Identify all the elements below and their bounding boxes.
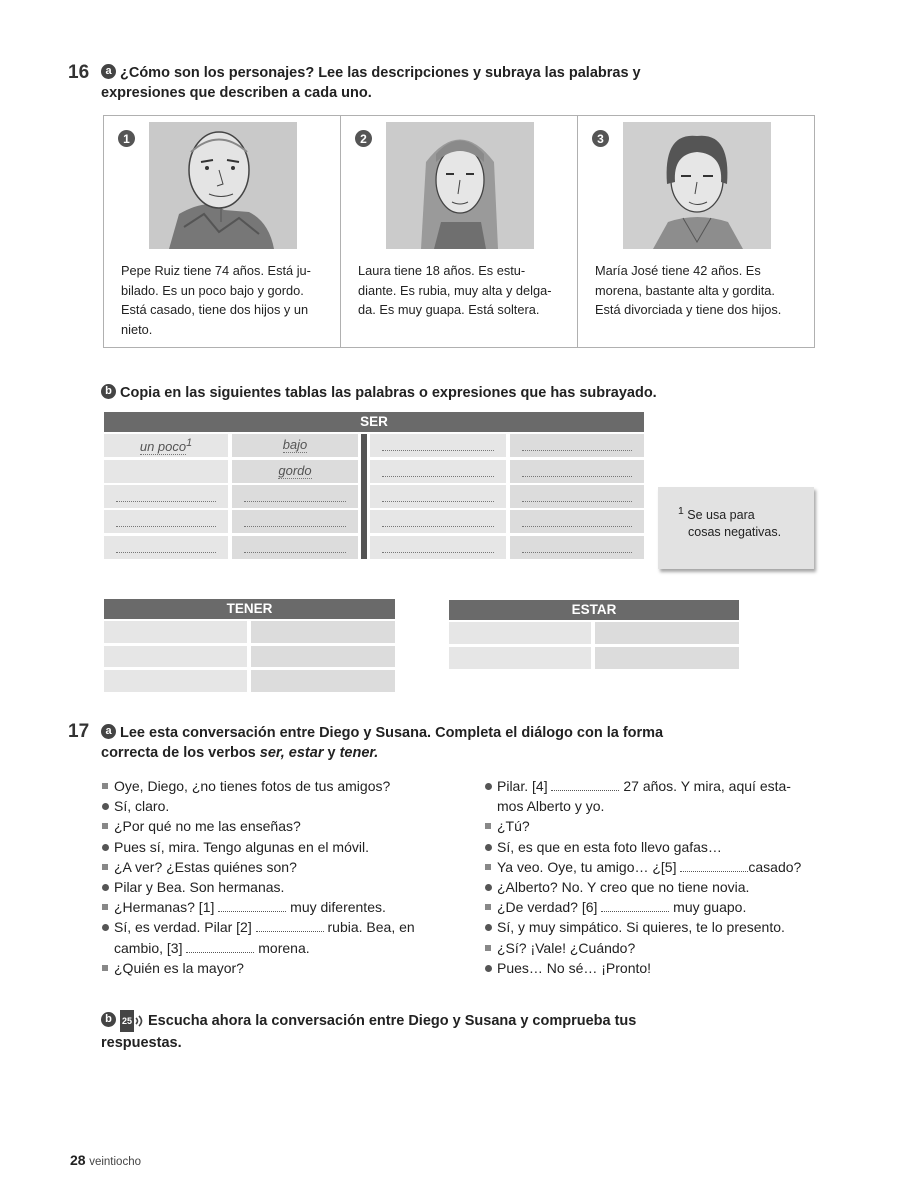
exercise-16b-instruction: b Copia en las siguientes tablas las palabras o expresiones que has subrayado.	[101, 383, 841, 403]
ser-table	[104, 412, 644, 560]
dialog-text: ¿Tú?	[497, 818, 530, 835]
dialog-line	[102, 816, 462, 836]
dialog-text: cambio, [3]	[114, 939, 187, 956]
tener-table-title: TENER	[104, 599, 395, 619]
ser-cell[interactable]	[370, 510, 506, 533]
ser-table-title: SER	[104, 412, 644, 432]
character-description: Pepe Ruiz tiene 74 años. Está ju- bilado. Es un poco bajo y gordo. Está casado, tiene dos hijos y un nieto.	[121, 263, 311, 337]
tener-cell[interactable]	[104, 670, 247, 692]
ser-cell[interactable]	[510, 536, 644, 559]
handwritten-answer: gordo	[278, 463, 312, 478]
answer-blank[interactable]	[218, 900, 286, 912]
page-word: veintiocho	[89, 1156, 141, 1168]
dialog-line	[485, 816, 825, 836]
dialog-text: ¿Quién es la mayor?	[114, 959, 244, 976]
part-a-badge: a	[101, 64, 116, 79]
answer-blank[interactable]	[256, 920, 324, 932]
exercise-17a-instruction: a Lee esta conversación entre Diego y Susana. Completa el diálogo con la forma correcta de los verbos ser, estar y tener.	[101, 725, 664, 761]
ser-cell[interactable]	[232, 485, 358, 508]
answer-blank[interactable]	[186, 941, 254, 953]
answer-blank[interactable]	[680, 860, 748, 872]
dialog-line	[102, 776, 462, 796]
dialog-line	[485, 837, 825, 857]
tener-cell[interactable]	[104, 646, 247, 667]
ser-cell[interactable]	[510, 434, 644, 457]
handwritten-answer: un poco	[139, 439, 187, 455]
dialog-text: Ya veo. Oye, tu amigo… ¿[5]	[497, 858, 681, 875]
exercise-17b-instruction: b 25 Escucha ahora la conversación entre Diego y Susana y comprueba tus respuestas.	[101, 1011, 861, 1053]
footnote-text: cosas negativas.	[688, 525, 782, 540]
dialog-text: mos Alberto y yo.	[497, 798, 605, 815]
dialog-line	[485, 938, 825, 958]
dialog-text: ¿Alberto? No. Y creo que no tiene novia.	[497, 879, 750, 896]
dialog-text: ¿Por qué no me las enseñas?	[114, 818, 301, 835]
ser-cell[interactable]	[104, 510, 228, 533]
dialog-text: Pues sí, mira. Tengo algunas en el móvil.	[114, 838, 369, 855]
ser-cell-answer[interactable]	[232, 460, 358, 483]
dialog-text: Pilar. [4]	[497, 778, 552, 794]
ser-cell[interactable]	[232, 510, 358, 533]
dialog-right-column	[485, 776, 825, 978]
dialog-line	[102, 938, 462, 958]
estar-cell[interactable]	[595, 647, 739, 669]
card-number: 1	[118, 130, 135, 147]
dialog-text: muy guapo.	[669, 899, 747, 916]
character-description: Laura tiene 18 años. Es estu- diante. Es rubia, muy alta y delga- da. Es muy guapa. Está soltera.	[358, 263, 552, 317]
character-card-2	[341, 116, 578, 347]
ser-cell[interactable]	[370, 434, 506, 457]
tener-cell[interactable]	[251, 621, 395, 643]
audio-track-icon[interactable]: 25	[120, 1010, 144, 1032]
character-card-1	[104, 116, 341, 347]
character-cards	[103, 115, 815, 348]
exercise-16-number: 16	[68, 62, 90, 83]
footnote-number: 1	[678, 506, 684, 517]
answer-blank[interactable]	[601, 900, 669, 912]
dialog-line	[485, 857, 825, 877]
dialog-text: Pilar y Bea. Son hermanas.	[114, 879, 285, 896]
card-number: 2	[355, 130, 372, 147]
footnote-mark: 1	[186, 437, 193, 449]
part-b-badge: b	[101, 384, 116, 399]
portrait-older-man-icon	[149, 122, 297, 249]
ser-cell[interactable]	[370, 536, 506, 559]
ser-cell-answer[interactable]	[104, 434, 228, 457]
portrait-woman-short-hair-icon	[623, 122, 771, 249]
dialog-line	[102, 837, 462, 857]
estar-cell[interactable]	[595, 622, 739, 644]
ser-cell[interactable]	[370, 485, 506, 508]
page-footer	[70, 1152, 141, 1168]
dialog-line	[485, 877, 825, 897]
ser-cell[interactable]	[104, 460, 228, 483]
dialog-text: ¿Hermanas? [1]	[114, 899, 219, 916]
dialog-text: ¿De verdad? [6]	[497, 899, 602, 916]
exercise-17-number: 17	[68, 721, 90, 742]
tener-table	[104, 599, 395, 692]
character-card-3	[578, 116, 814, 347]
dialog-line	[102, 958, 462, 978]
dialog-text: Sí, es verdad. Pilar [2]	[114, 919, 256, 936]
ser-cell[interactable]	[370, 460, 506, 483]
ser-cell[interactable]	[104, 485, 228, 508]
ser-cell-answer[interactable]	[232, 434, 358, 457]
dialog-line	[485, 917, 825, 937]
tener-cell[interactable]	[251, 646, 395, 667]
portrait-young-woman-icon	[386, 122, 534, 249]
dialog-line	[102, 917, 462, 937]
dialog-text: casado?	[748, 858, 802, 875]
table-divider	[361, 434, 367, 559]
dialog-text: muy diferentes.	[286, 899, 386, 916]
estar-table	[449, 600, 739, 670]
footnote-text: Se usa para	[687, 508, 755, 523]
ser-cell[interactable]	[232, 536, 358, 559]
ser-cell[interactable]	[104, 536, 228, 559]
dialog-text: 27 años. Y mira, aquí esta-	[619, 778, 791, 794]
dialog-text: rubia. Bea, en	[323, 919, 415, 936]
dialog-text: morena.	[254, 939, 310, 956]
tener-cell[interactable]	[104, 621, 247, 643]
dialog-line	[102, 796, 462, 816]
exercise-16a-instruction: a ¿Cómo son los personajes? Lee las descripciones y subraya las palabras y expresiones que describen a cada uno.	[101, 65, 641, 101]
dialog-line	[102, 897, 462, 917]
dialog-line	[102, 857, 462, 877]
dialog-text: ¿A ver? ¿Estas quiénes son?	[114, 858, 297, 875]
character-description: María José tiene 42 años. Es morena, bastante alta y gordita. Está divorciada y tiene dos hijos.	[595, 263, 782, 317]
footnote-sticky-note	[658, 487, 814, 569]
ser-cell[interactable]	[510, 510, 644, 533]
estar-table-title: ESTAR	[449, 600, 739, 620]
dialog-line	[102, 877, 462, 897]
dialog-text: Sí, es que en esta foto llevo gafas…	[497, 838, 722, 855]
estar-cell[interactable]	[449, 622, 591, 644]
card-number: 3	[592, 130, 609, 147]
page-number: 28	[70, 1152, 86, 1168]
estar-cell[interactable]	[449, 647, 591, 669]
dialog-line	[485, 776, 825, 796]
dialog-line	[485, 958, 825, 978]
ser-cell[interactable]	[510, 460, 644, 483]
dialog-line	[485, 796, 825, 816]
handwritten-answer: bajo	[282, 437, 308, 452]
tener-cell[interactable]	[251, 670, 395, 692]
answer-blank[interactable]	[551, 779, 619, 791]
dialog-text: Sí, claro.	[114, 798, 170, 815]
dialog-text: Pues… No sé… ¡Pronto!	[497, 959, 652, 976]
ser-cell[interactable]	[510, 485, 644, 508]
dialog-text: ¿Sí? ¡Vale! ¿Cuándo?	[497, 939, 636, 956]
dialog-left-column	[102, 776, 462, 978]
part-b-badge: b	[101, 1012, 116, 1027]
dialog-line	[485, 897, 825, 917]
dialog-text: Oye, Diego, ¿no tienes fotos de tus amigos?	[114, 778, 391, 794]
dialog-text: Sí, y muy simpático. Si quieres, te lo presento.	[497, 919, 785, 936]
part-a-badge: a	[101, 724, 116, 739]
